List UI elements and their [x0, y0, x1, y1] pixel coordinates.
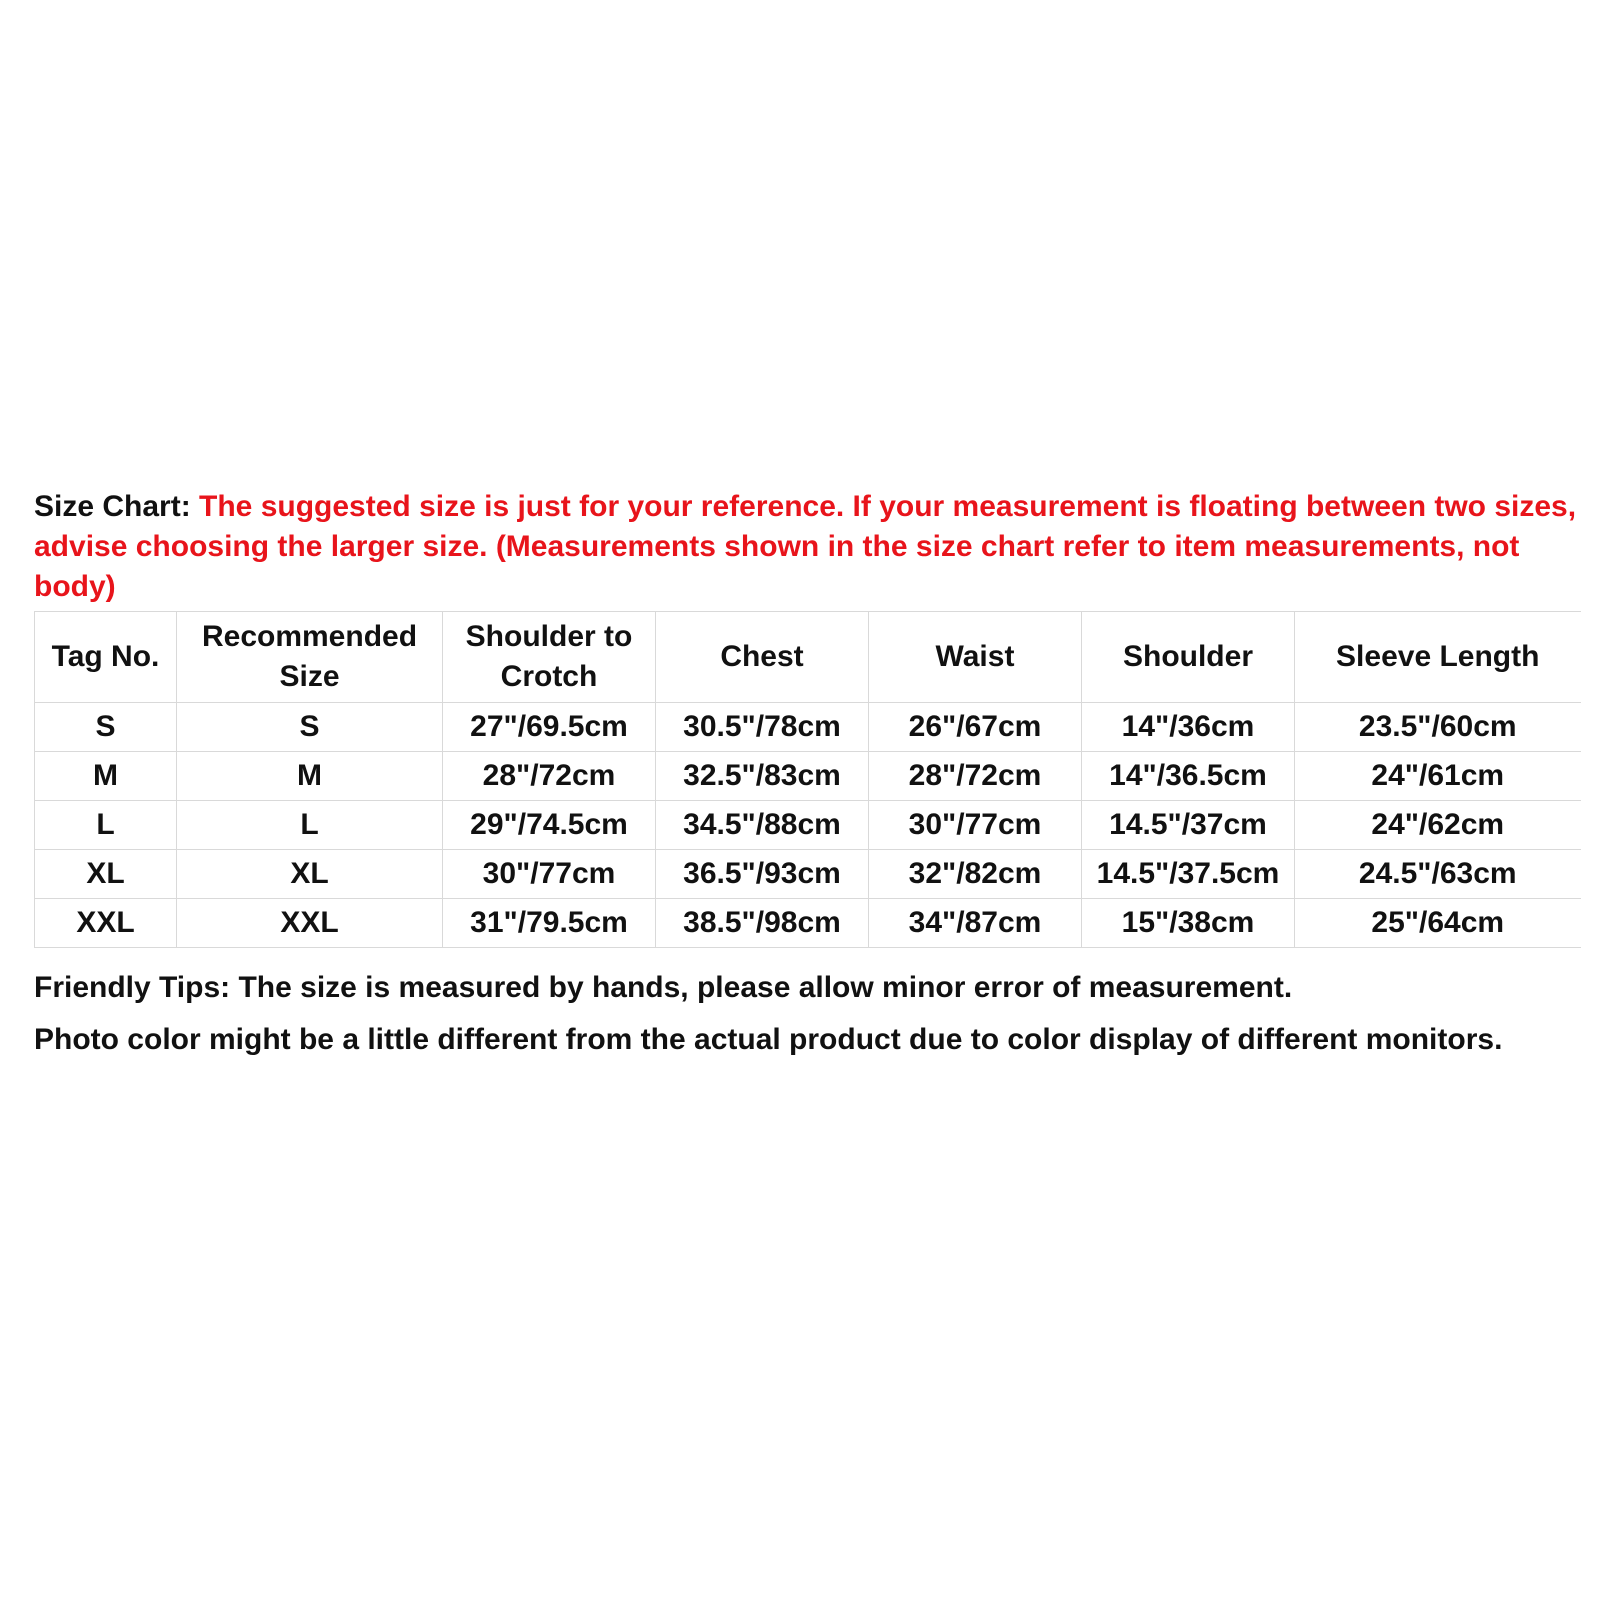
cell-shoulder-to-crotch: 28"/72cm	[443, 752, 656, 801]
tips-line-measurement: Friendly Tips: The size is measured by hands, please allow minor error of measurement.	[34, 971, 1293, 1004]
cell-sleeve-length: 24.5"/63cm	[1295, 850, 1581, 899]
header-tag-no: Tag No.	[35, 612, 177, 703]
friendly-tips	[34, 968, 1580, 1060]
cell-recommended-size: M	[177, 752, 443, 801]
cell-shoulder: 15"/38cm	[1082, 899, 1295, 948]
cell-chest: 38.5"/98cm	[656, 899, 869, 948]
size-chart-intro	[34, 487, 1580, 607]
cell-chest: 32.5"/83cm	[656, 752, 869, 801]
cell-sleeve-length: 23.5"/60cm	[1295, 703, 1581, 752]
cell-shoulder: 14.5"/37cm	[1082, 801, 1295, 850]
cell-recommended-size: S	[177, 703, 443, 752]
cell-shoulder-to-crotch: 31"/79.5cm	[443, 899, 656, 948]
cell-shoulder-to-crotch: 27"/69.5cm	[443, 703, 656, 752]
size-chart-label: Size Chart:	[34, 490, 200, 523]
table-header-row	[35, 612, 1581, 703]
table-row	[35, 899, 1581, 948]
size-table	[34, 611, 1581, 948]
size-chart-document	[34, 487, 1580, 1072]
header-shoulder: Shoulder	[1082, 612, 1295, 703]
header-waist: Waist	[869, 612, 1082, 703]
size-chart-note: The suggested size is just for your reference. If your measurement is floating between two sizes, advise choosing the larger size. (Measurements shown in the size chart refer to item measurements, not body)	[34, 490, 1577, 603]
cell-waist: 30"/77cm	[869, 801, 1082, 850]
cell-recommended-size: XXL	[177, 899, 443, 948]
cell-shoulder: 14"/36.5cm	[1082, 752, 1295, 801]
cell-tag-no: M	[35, 752, 177, 801]
tips-line-color: Photo color might be a little different from the actual product due to color display of different monitors.	[34, 1023, 1503, 1056]
cell-tag-no: S	[35, 703, 177, 752]
cell-sleeve-length: 24"/61cm	[1295, 752, 1581, 801]
cell-tag-no: XL	[35, 850, 177, 899]
cell-waist: 28"/72cm	[869, 752, 1082, 801]
table-row	[35, 850, 1581, 899]
cell-chest: 34.5"/88cm	[656, 801, 869, 850]
cell-shoulder-to-crotch: 30"/77cm	[443, 850, 656, 899]
cell-waist: 34"/87cm	[869, 899, 1082, 948]
table-body	[35, 703, 1581, 948]
cell-sleeve-length: 24"/62cm	[1295, 801, 1581, 850]
cell-chest: 30.5"/78cm	[656, 703, 869, 752]
header-chest: Chest	[656, 612, 869, 703]
cell-shoulder: 14"/36cm	[1082, 703, 1295, 752]
table-row	[35, 801, 1581, 850]
cell-tag-no: XXL	[35, 899, 177, 948]
table-row	[35, 703, 1581, 752]
cell-shoulder: 14.5"/37.5cm	[1082, 850, 1295, 899]
table-row	[35, 752, 1581, 801]
cell-sleeve-length: 25"/64cm	[1295, 899, 1581, 948]
cell-recommended-size: L	[177, 801, 443, 850]
header-sleeve-length: Sleeve Length	[1295, 612, 1581, 703]
cell-chest: 36.5"/93cm	[656, 850, 869, 899]
cell-waist: 32"/82cm	[869, 850, 1082, 899]
cell-waist: 26"/67cm	[869, 703, 1082, 752]
header-shoulder-to-crotch: Shoulder to Crotch	[443, 612, 656, 703]
cell-recommended-size: XL	[177, 850, 443, 899]
header-recommended-size: Recommended Size	[177, 612, 443, 703]
cell-tag-no: L	[35, 801, 177, 850]
cell-shoulder-to-crotch: 29"/74.5cm	[443, 801, 656, 850]
